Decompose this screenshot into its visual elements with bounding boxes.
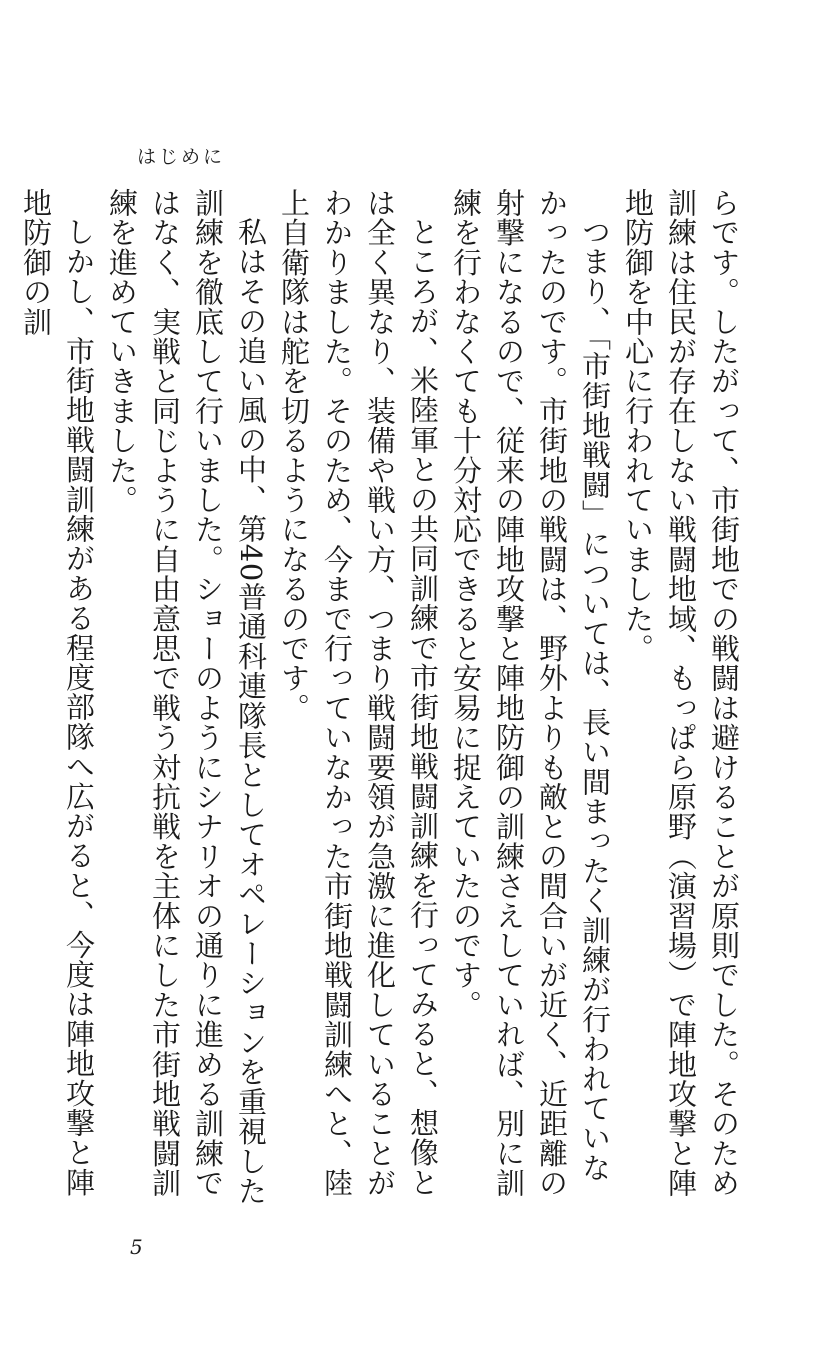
paragraph: らです。したがって、市街地での戦闘は避けることが原則でした。そのため訓練は住民が存在しない戦闘地域、もっぱら原野（演習場）で陣地攻撃と陣地防御を中心に行われていました。 xyxy=(621,188,741,1198)
paragraph: つまり、「市街地戦闘」については、長い間まったく訓練が行われていなかったのです。市街地の戦闘は、野外よりも敵との間合いが近く、近距離の射撃になるので、従来の陣地攻撃と陣地防御の訓練さえしていれば、別に訓練を行わなくても十分対応できると安易に捉えていたのです。 xyxy=(449,188,612,1198)
paragraph: ところが、米陸軍との共同訓練で市街地戦闘訓練を行ってみると、想像とは全く異なり、装備や戦い方、つまり戦闘要領が急激に進化していることがわかりました。そのため、今まで行っていなかった市街地戦闘訓練へと、陸上自衛隊は舵を切るようになるのです。 xyxy=(277,188,440,1198)
running-head: はじめに xyxy=(137,146,226,168)
page-number: 5 xyxy=(130,1235,143,1259)
paragraph: 私はその追い風の中、第40普通科連隊長としてオペレーションを重視した訓練を徹底して行いました。ショーのようにシナリオの通りに進める訓練ではなく、実戦と同じように自由意思で戦う対抗戦を主体にした市街地戦闘訓練を進めていきました。 xyxy=(105,188,268,1206)
paragraph: しかし、市街地戦闘訓練がある程度部隊へ広がると、今度は陣地攻撃と陣地防御の訓 xyxy=(19,188,96,1198)
body-text xyxy=(19,188,745,1208)
